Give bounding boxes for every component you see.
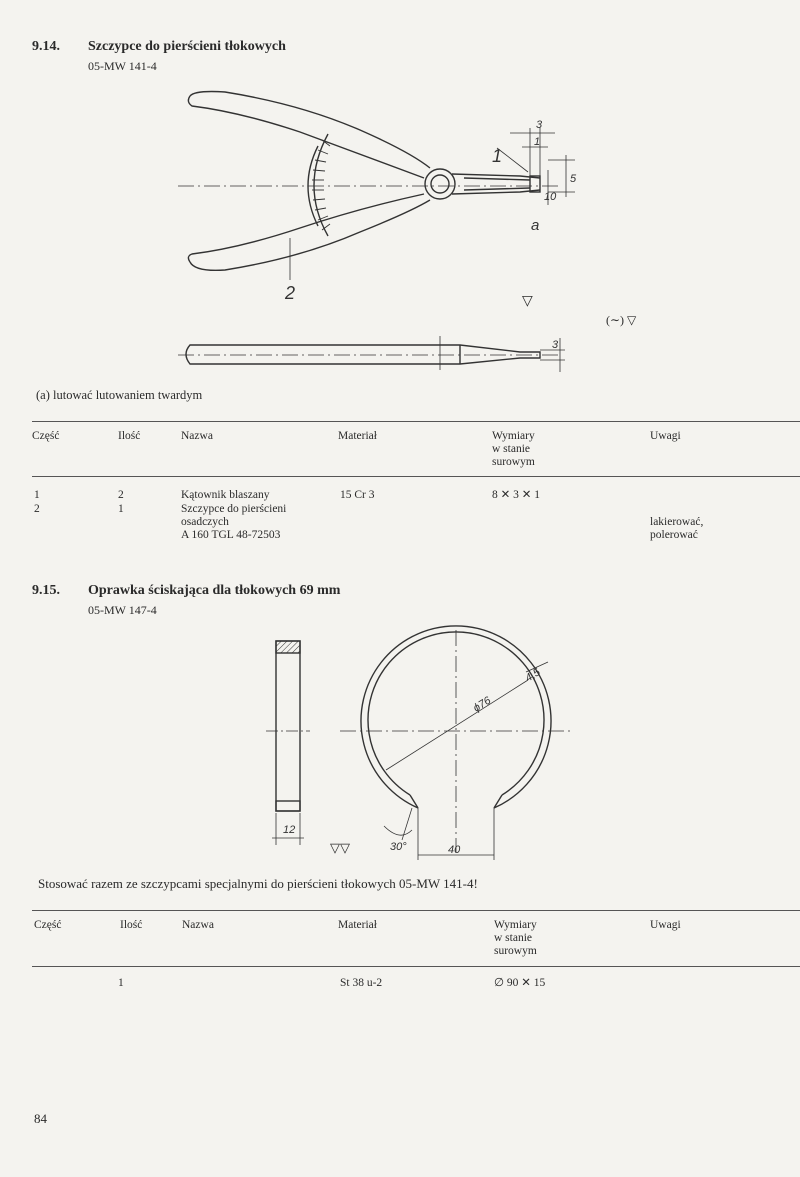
section-code: 05-MW 141-4 — [88, 59, 157, 73]
dim-3: 3 — [536, 119, 543, 131]
cell-material: 15 Cr 3 — [340, 489, 375, 501]
dim-5: 5 — [570, 173, 577, 185]
col-header-dimensions: Wymiary w stanie surowym — [492, 430, 535, 468]
callout-a: a — [531, 217, 540, 234]
dim-4-5: 4,5 — [523, 666, 543, 685]
ring-holder-drawing — [0, 620, 800, 920]
section-title: Oprawka ściskająca dla tłokowych 69 mm — [88, 583, 341, 598]
cell-part: 2 — [34, 503, 40, 515]
callout-1: 1 — [492, 146, 503, 166]
col-header-material: Materiał — [338, 430, 377, 442]
col-header-name: Nazwa — [181, 430, 213, 442]
finish-symbol: ▽ — [522, 294, 533, 309]
dim-12: 12 — [283, 824, 296, 836]
cell-name: Kątownik blaszany — [181, 489, 270, 501]
col-header-qty: Ilość — [118, 430, 141, 442]
table-header-rule — [32, 476, 800, 477]
dim-3b: 3 — [552, 339, 559, 351]
cell-qty: 2 — [118, 489, 124, 501]
finish-symbol: ▽▽ — [330, 840, 350, 855]
col-header-part: Część — [34, 919, 62, 931]
dim-10: 10 — [544, 191, 557, 203]
section-code: 05-MW 147-4 — [88, 603, 157, 617]
section-title: Szczypce do pierścieni tłokowych — [88, 39, 286, 54]
col-header-remarks: Uwagi — [650, 919, 681, 931]
dim-angle-30: 30° — [390, 841, 407, 853]
dim-40: 40 — [448, 844, 461, 856]
note-brazing: (a) lutować lutowaniem twardym — [36, 388, 203, 402]
page-number: 84 — [34, 1111, 47, 1126]
table-top-rule — [32, 421, 800, 422]
cell-dimensions: ∅ 90 ✕ 15 — [494, 977, 546, 989]
col-header-name: Nazwa — [182, 919, 214, 931]
cell-qty: 1 — [118, 503, 124, 515]
cell-dimensions: 8 ✕ 3 ✕ 1 — [492, 489, 541, 501]
section-number: 9.14. — [32, 39, 60, 54]
col-header-material: Materiał — [338, 919, 377, 931]
pliers-drawing — [0, 0, 800, 420]
section-number: 9.15. — [32, 583, 60, 598]
col-header-remarks: Uwagi — [650, 430, 681, 442]
table-top-rule — [32, 910, 800, 911]
cell-remarks: lakierować, polerować — [650, 516, 704, 541]
usage-note: Stosować razem ze szczypcami specjalnymi do pierścieni tłokowych 05-MW 141-4! — [38, 876, 478, 891]
table-header-rule — [32, 966, 800, 967]
col-header-part: Część — [32, 430, 60, 442]
dim-1: 1 — [534, 136, 541, 148]
cell-name: Szczypce do pierścieni osadczych A 160 TGL 48-72503 — [181, 503, 287, 541]
callout-2: 2 — [285, 283, 296, 303]
cell-material: St 38 u-2 — [340, 977, 383, 989]
dim-diameter-76: ϕ76 — [471, 694, 494, 715]
finish-symbol-general: (∼) ▽ — [606, 313, 637, 327]
col-header-qty: Ilość — [120, 919, 143, 931]
cell-qty: 1 — [118, 977, 124, 989]
col-header-dimensions: Wymiary w stanie surowym — [494, 919, 537, 957]
cell-part: 1 — [34, 489, 40, 501]
